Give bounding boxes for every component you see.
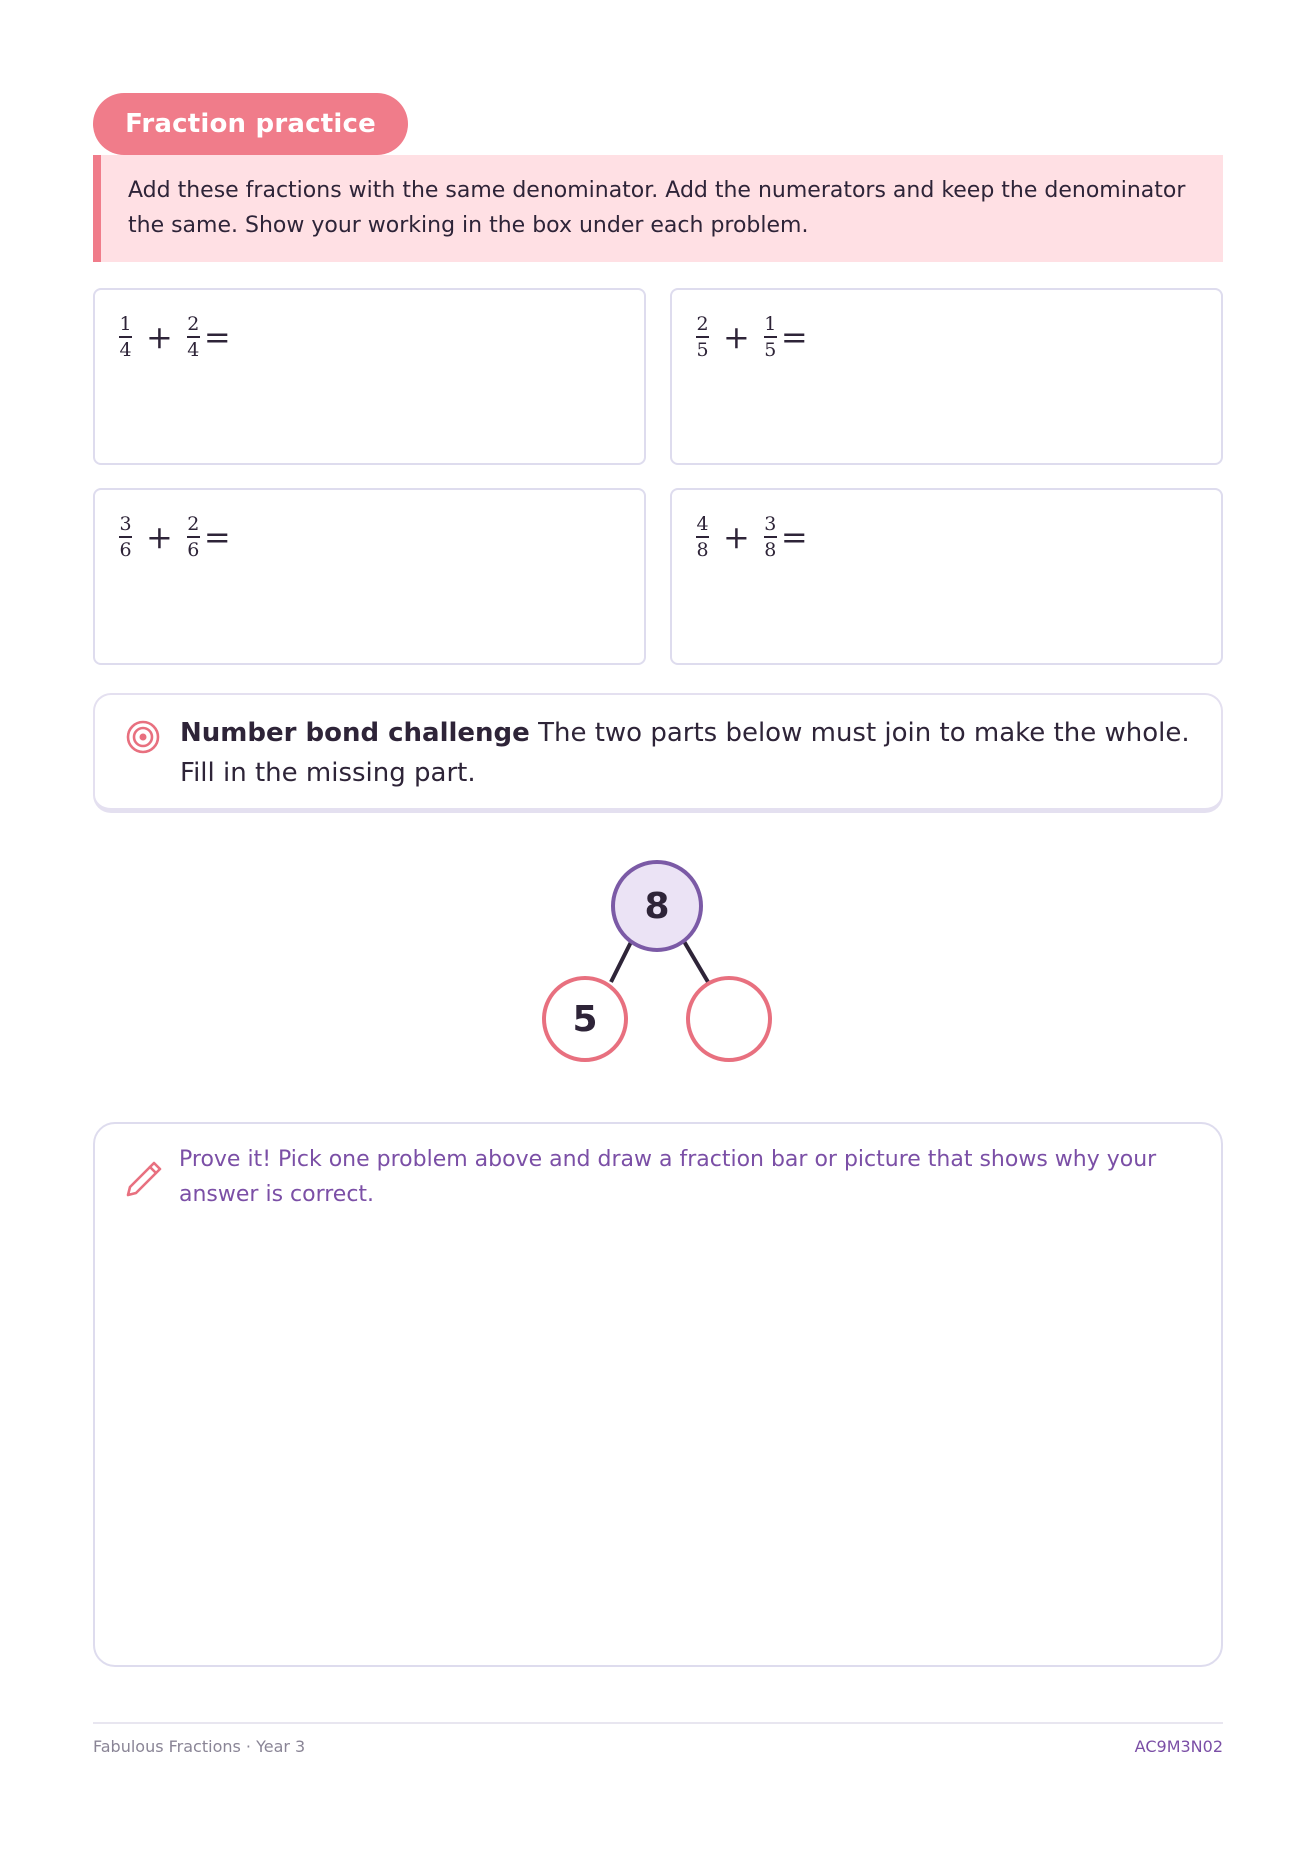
footer-code: AC9M3N02 — [1134, 1737, 1223, 1756]
plus-sign: + — [146, 517, 173, 556]
footer-title: Fabulous Fractions · Year 3 — [93, 1737, 306, 1756]
fraction: $\frac{2}{4}$ — [187, 313, 200, 361]
part-left-value: 5 — [572, 998, 598, 1040]
fraction: $\frac{3}{6}$ — [119, 513, 132, 561]
fraction: $\frac{4}{8}$ — [696, 513, 709, 561]
plus-sign: + — [723, 317, 750, 356]
pencil-icon — [122, 1157, 166, 1201]
fraction: $\frac{1}{4}$ — [119, 313, 132, 361]
equals-sign: = — [780, 317, 808, 356]
prove-it-text: Prove it! Pick one problem above and draw a fraction bar or picture that shows why your answer is correct. — [179, 1147, 1157, 1207]
equals-sign: = — [780, 517, 808, 556]
footer-divider — [93, 1722, 1223, 1724]
fraction: $\frac{3}{8}$ — [764, 513, 777, 561]
instructions-callout: Add these fractions with the same denominator. Add the numerators and keep the denominator the same. Show your working in the box under each problem. — [93, 155, 1223, 262]
fraction: $\frac{2}{6}$ — [187, 513, 200, 561]
prove-it-box[interactable] — [93, 1122, 1223, 1667]
challenge-title: Number bond challenge — [180, 718, 530, 748]
challenge-body: The two parts below must join to make the whole. Fill in the missing part. — [180, 718, 1190, 788]
equals-sign: = — [203, 517, 231, 556]
whole-value: 8 — [644, 885, 670, 927]
fraction: $\frac{1}{5}$ — [764, 313, 777, 361]
part-right-value[interactable] — [688, 978, 770, 1060]
fraction: $\frac{2}{5}$ — [696, 313, 709, 361]
equals-sign: = — [203, 317, 231, 356]
section-title: Fraction practice — [93, 93, 408, 155]
plus-sign: + — [146, 317, 173, 356]
plus-sign: + — [723, 517, 750, 556]
